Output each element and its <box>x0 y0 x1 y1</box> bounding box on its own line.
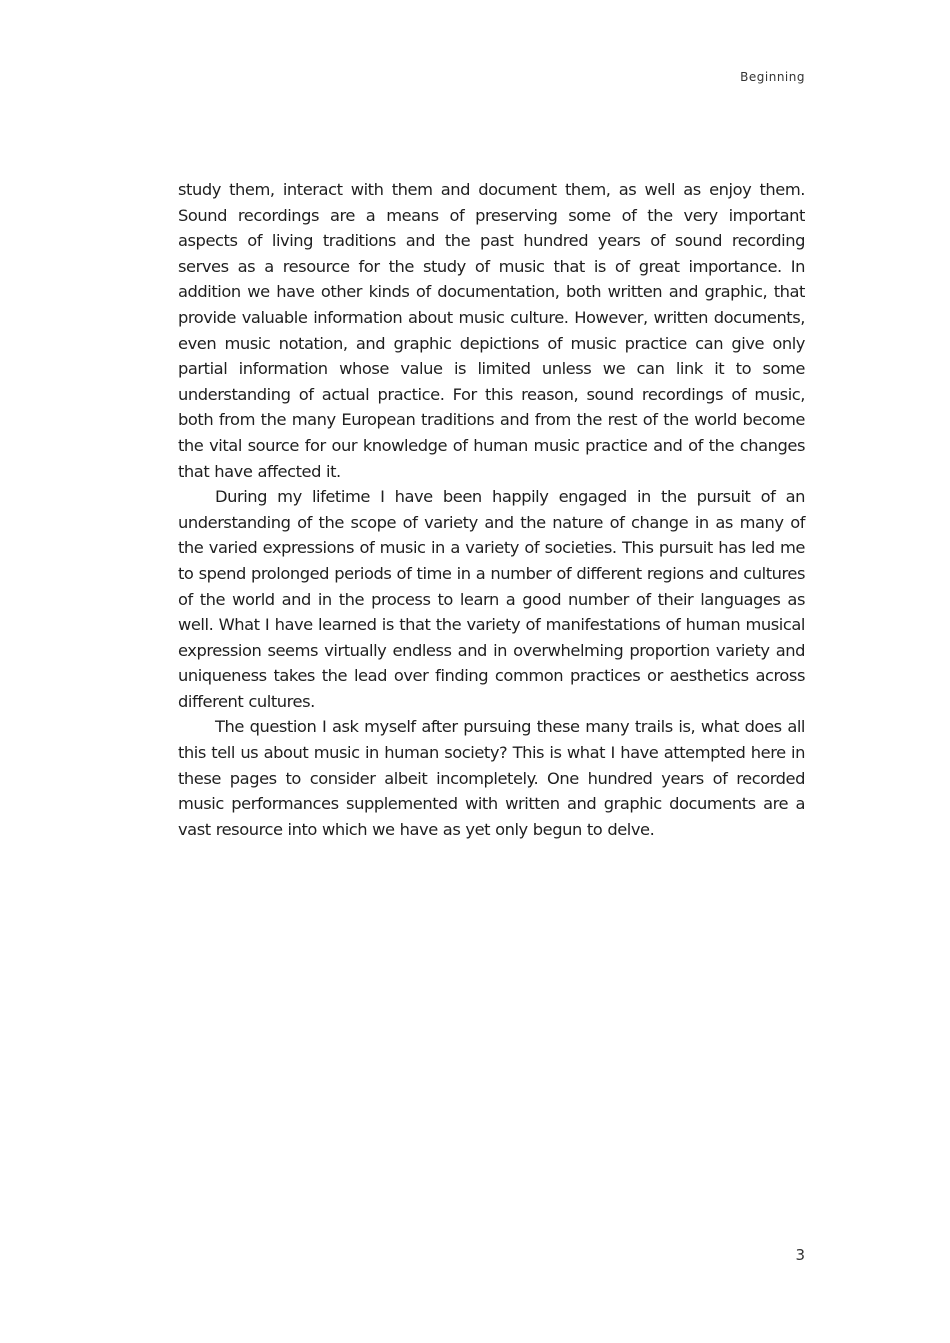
paragraph-question: The question I ask myself after pursuing these many trails is, what does all this tell us about music in human society? This is what I have attempted here in these pages to consider albeit incompletely. One hundred years of recorded music performances supplemented with written and graphic documents are a vast resource into which we have as yet only begun to delve. <box>178 717 805 839</box>
page-number: 3 <box>795 1246 805 1264</box>
paragraph-continued: study them, interact with them and document them, as well as enjoy them. Sound recordings are a means of preserving some of the very important aspects of living traditions and the past hundred years of sound recording serves as a resource for the study of music that is of great importance. In addition we have other kinds of documentation, both written and graphic, that provide valuable information about music culture. However, written documents, even music notation, and graphic depictions of music practice can give only partial information whose value is limited unless we can link it to some understanding of actual practice. For this reason, sound recordings of music, both from the many European traditions and from the rest of the world become the vital source for our knowledge of human music practice and of the changes that have affected it. <box>178 180 805 481</box>
running-head: Beginning <box>740 70 805 84</box>
body-text <box>178 177 805 842</box>
paragraph-lifetime: During my lifetime I have been happily engaged in the pursuit of an understanding of the scope of variety and the nature of change in as many of the varied expressions of music in a variety of societies. This pursuit has led me to spend prolonged periods of time in a number of different regions and cultures of the world and in the process to learn a good number of their languages as well. What I have learned is that the variety of manifestations of human musical expression seems virtually endless and in overwhelming proportion variety and uniqueness takes the lead over finding common practices or aesthetics across different cultures. <box>178 487 805 711</box>
